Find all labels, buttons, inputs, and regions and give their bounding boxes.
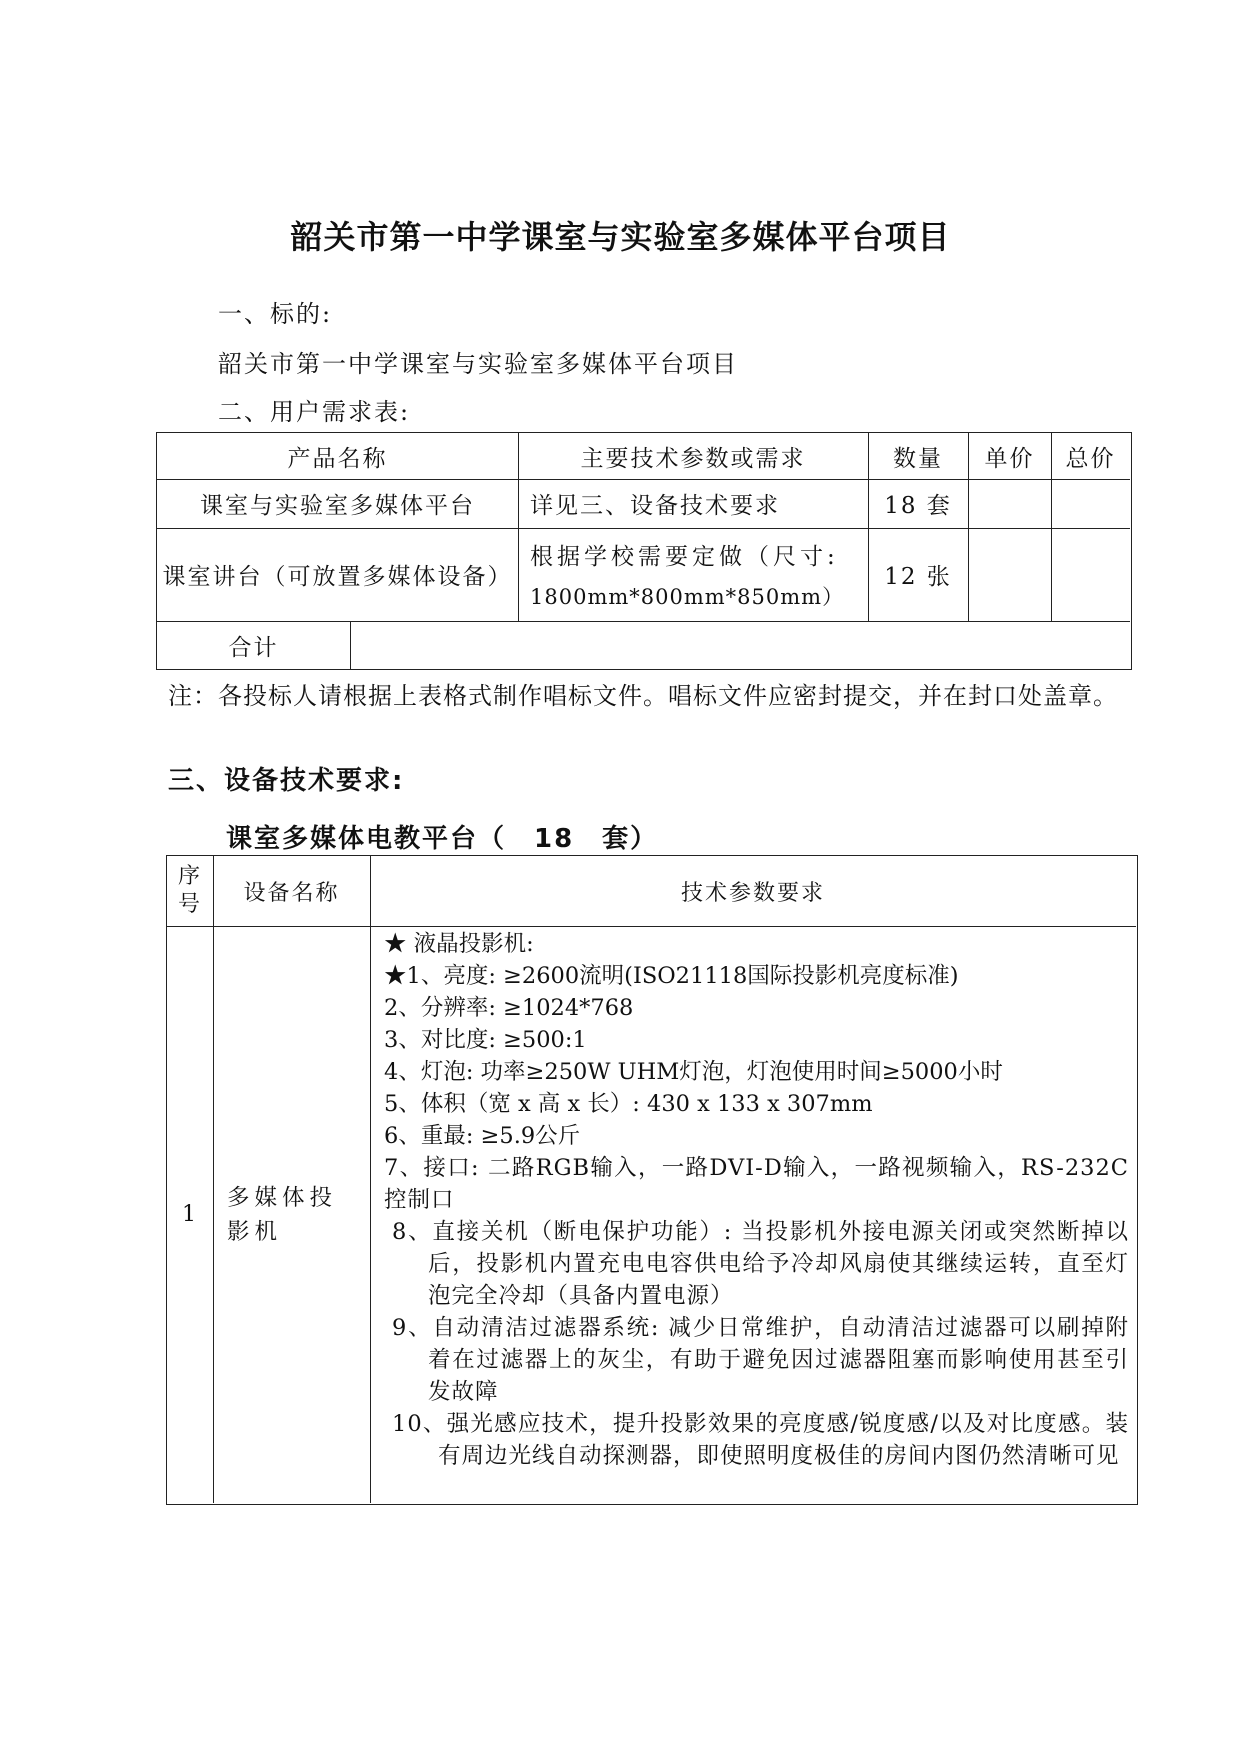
spec-line: 2、分辨率: ≥1024*768: [384, 995, 634, 1021]
spec-item-text: 自动清洁过滤器系统: 减少日常维护，自动清洁过滤器可以刷掉附着在过滤器上的灰尘，有助于避免因过滤器阻塞而影响使用甚至引发故障: [428, 1315, 1129, 1405]
section-2-label: 二、用户需求表:: [218, 398, 411, 426]
sum-label: 合计: [228, 634, 279, 661]
row2-spec: [518, 528, 868, 621]
table-note: 注：各投标人请根据上表格式制作唱标文件。唱标文件应密封提交，并在封口处盖章。: [168, 682, 1118, 710]
row-serial-no: 1: [182, 1202, 198, 1227]
row1-total-price: [1051, 479, 1130, 528]
sum-value: [350, 621, 1130, 669]
spec-item-text: 直接关机（断电保护功能）: 当投影机外接电源关闭或突然断掉以后，投影机内置充电电容供电给予冷却风扇使其继续运转，直至灯泡完全冷却（具备内置电源）: [428, 1219, 1129, 1309]
spec-line: 3、对比度: ≥500:1: [384, 1027, 587, 1053]
row2-total-price: [1051, 528, 1130, 621]
header-tech-params: 技术参数要求: [680, 880, 825, 906]
spec-item-8: [384, 1216, 1129, 1312]
header-unit-price: 单价: [984, 445, 1035, 472]
spec-item-10: [384, 1408, 1129, 1472]
spec-line: 7、接口: 二路RGB输入，一路DVI-D输入，一路视频输入，RS-232C控制口: [384, 1155, 1129, 1213]
row2-spec-line1: 根据学校需要定做（尺寸:: [530, 544, 839, 570]
section-1-text: 韶关市第一中学课室与实验室多媒体平台项目: [218, 350, 738, 378]
spec-line: 5、体积（宽 x 高 x 长）: 430 x 133 x 307mm: [384, 1091, 873, 1117]
spec-line: ★1、亮度: ≥2600流明(ISO21118国际投影机亮度标准): [384, 963, 959, 989]
row2-quantity: 12 张: [884, 564, 952, 590]
document-title: 韶关市第一中学课室与实验室多媒体平台项目: [290, 218, 951, 256]
header-spec: 主要技术参数或需求: [580, 445, 806, 472]
header-equipment-name: 设备名称: [243, 880, 340, 906]
section-1-label: 一、标的:: [218, 300, 333, 328]
header-serial-no-line1: 序: [177, 864, 202, 889]
platform-subtitle: 课室多媒体电教平台（ 18 套）: [226, 824, 659, 854]
row1-unit-price: [968, 479, 1051, 528]
spec-item-text: 强光感应技术，提升投影效果的亮度感/锐度感/以及对比度感。装有周边光线自动探测器，即使照明度极佳的房间内图仍然清晰可见: [438, 1411, 1129, 1469]
row2-unit-price: [968, 528, 1051, 621]
spec-item-number: 9、: [392, 1315, 433, 1341]
row1-spec: 详见三、设备技术要求: [530, 493, 780, 519]
spec-line: ★ 液晶投影机:: [384, 931, 534, 957]
spec-line: 4、灯泡: 功率≥250W UHM灯泡，灯泡使用时间≥5000小时: [384, 1059, 1003, 1085]
requirements-table: [156, 432, 1132, 670]
section-3-label: 三、设备技术要求:: [168, 766, 405, 796]
row1-quantity: 18 套: [884, 493, 952, 519]
header-product-name: 产品名称: [287, 445, 388, 472]
header-quantity: 数量: [893, 445, 943, 472]
spec-item-9: [384, 1312, 1129, 1408]
row2-product-name: 课室讲台（可放置多媒体设备）: [162, 564, 513, 590]
row1-product-name: 课室与实验室多媒体平台: [200, 493, 475, 519]
spec-line: 6、重最: ≥5.9公斤: [384, 1123, 581, 1149]
row2-spec-line2: 1800mm*800mm*850mm）: [530, 585, 845, 609]
header-serial-no-line2: 号: [177, 892, 202, 917]
spec-item-number: 8、: [392, 1219, 433, 1245]
projector-spec-list: [384, 928, 1129, 1472]
row-equipment-name: 多媒体投影机: [227, 1184, 338, 1245]
header-serial-no: [167, 856, 213, 926]
spec-item-number: 10、: [392, 1411, 447, 1437]
header-total-price: 总价: [1065, 445, 1116, 472]
